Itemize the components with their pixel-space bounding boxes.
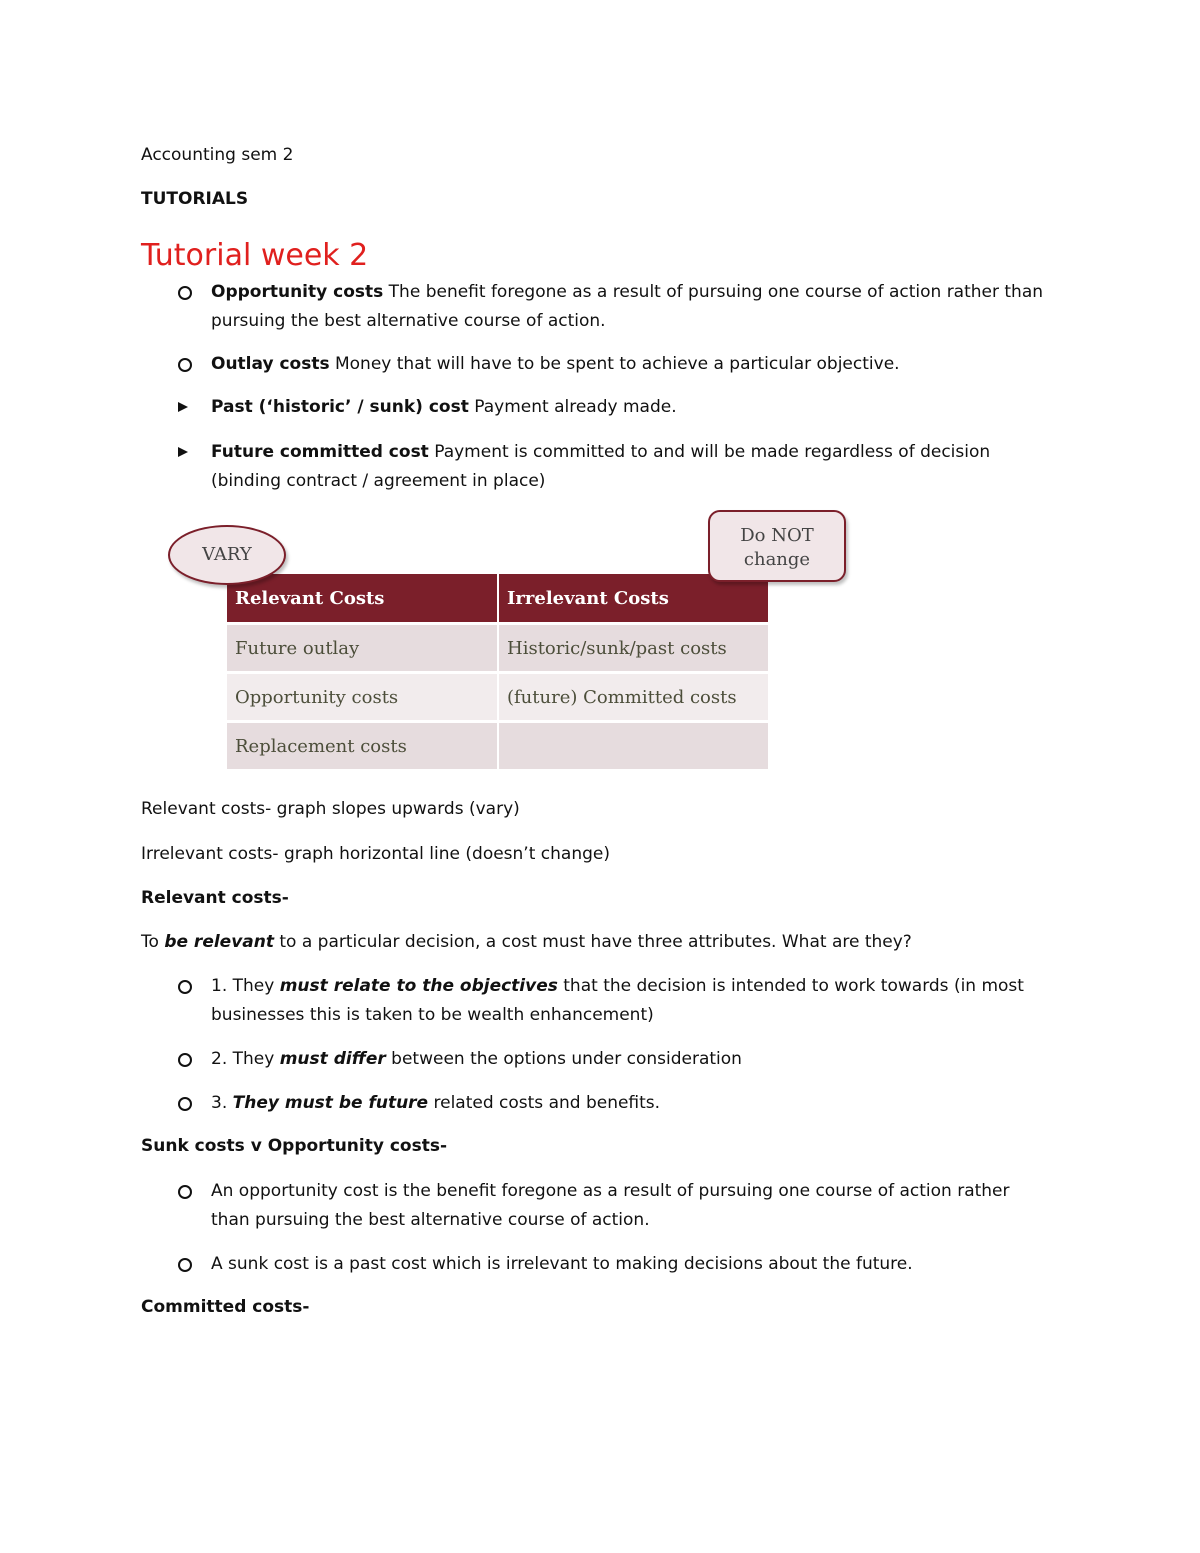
page-heading: Tutorial week 2 — [141, 238, 369, 273]
committed-costs-heading: Committed costs- — [141, 1297, 310, 1317]
circle-bullet-icon — [178, 1185, 192, 1199]
table-cell: (future) Committed costs — [498, 673, 769, 722]
list-item: Future committed cost Payment is committed to and will be made regardless of decision (binding contract / agreement in place) — [211, 442, 991, 491]
relevant-irrelevant-table — [227, 574, 770, 769]
relevant-costs-header: Relevant Costs — [227, 574, 498, 624]
circle-bullet-icon — [178, 980, 192, 994]
circle-bullet-icon — [178, 286, 192, 300]
section-label: TUTORIALS — [141, 189, 249, 209]
table-cell — [498, 722, 769, 770]
circle-bullet-icon — [178, 358, 192, 372]
list-item: 2. They must differ between the options under consideration — [211, 1049, 742, 1069]
relevant-intro: To be relevant to a particular decision, a cost must have three attributes. What are they? — [141, 932, 912, 952]
circle-bullet-icon — [178, 1258, 192, 1272]
relevant-graph-note: Relevant costs- graph slopes upwards (vary) — [141, 799, 520, 819]
list-item: Outlay costs Money that will have to be spent to achieve a particular objective. — [211, 354, 900, 374]
irrelevant-graph-note: Irrelevant costs- graph horizontal line (doesn’t change) — [141, 844, 610, 864]
irrelevant-costs-header: Irrelevant Costs — [498, 574, 769, 624]
vary-callout: VARY — [168, 525, 286, 585]
table-row — [227, 624, 769, 673]
table-cell: Future outlay — [227, 624, 498, 673]
doc-title: Accounting sem 2 — [141, 145, 294, 165]
sunk-vs-opportunity-heading: Sunk costs v Opportunity costs- — [141, 1136, 448, 1156]
list-item: An opportunity cost is the benefit foregone as a result of pursuing one course of action rather than pursuing the best alternative course of action. — [211, 1181, 1010, 1230]
list-item: Opportunity costs The benefit foregone as a result of pursuing one course of action rather than pursuing the best alternative course of action. — [211, 282, 1044, 331]
arrow-bullet-icon — [178, 402, 188, 412]
table-cell: Historic/sunk/past costs — [498, 624, 769, 673]
list-item: A sunk cost is a past cost which is irrelevant to making decisions about the future. — [211, 1254, 913, 1274]
table-row — [227, 722, 769, 770]
table-cell: Replacement costs — [227, 722, 498, 770]
list-item: Past (‘historic’ / sunk) cost Payment already made. — [211, 397, 677, 417]
circle-bullet-icon — [178, 1053, 192, 1067]
table-header-row — [227, 574, 769, 624]
list-item: 3. They must be future related costs and benefits. — [211, 1093, 661, 1113]
do-not-change-callout: Do NOT change — [708, 510, 846, 582]
table-row — [227, 673, 769, 722]
list-item: 1. They must relate to the objectives that the decision is intended to work towards (in most businesses this is taken to be wealth enhancement) — [211, 976, 1024, 1025]
relevant-costs-heading: Relevant costs- — [141, 888, 289, 908]
arrow-bullet-icon — [178, 447, 188, 457]
circle-bullet-icon — [178, 1097, 192, 1111]
table-cell: Opportunity costs — [227, 673, 498, 722]
